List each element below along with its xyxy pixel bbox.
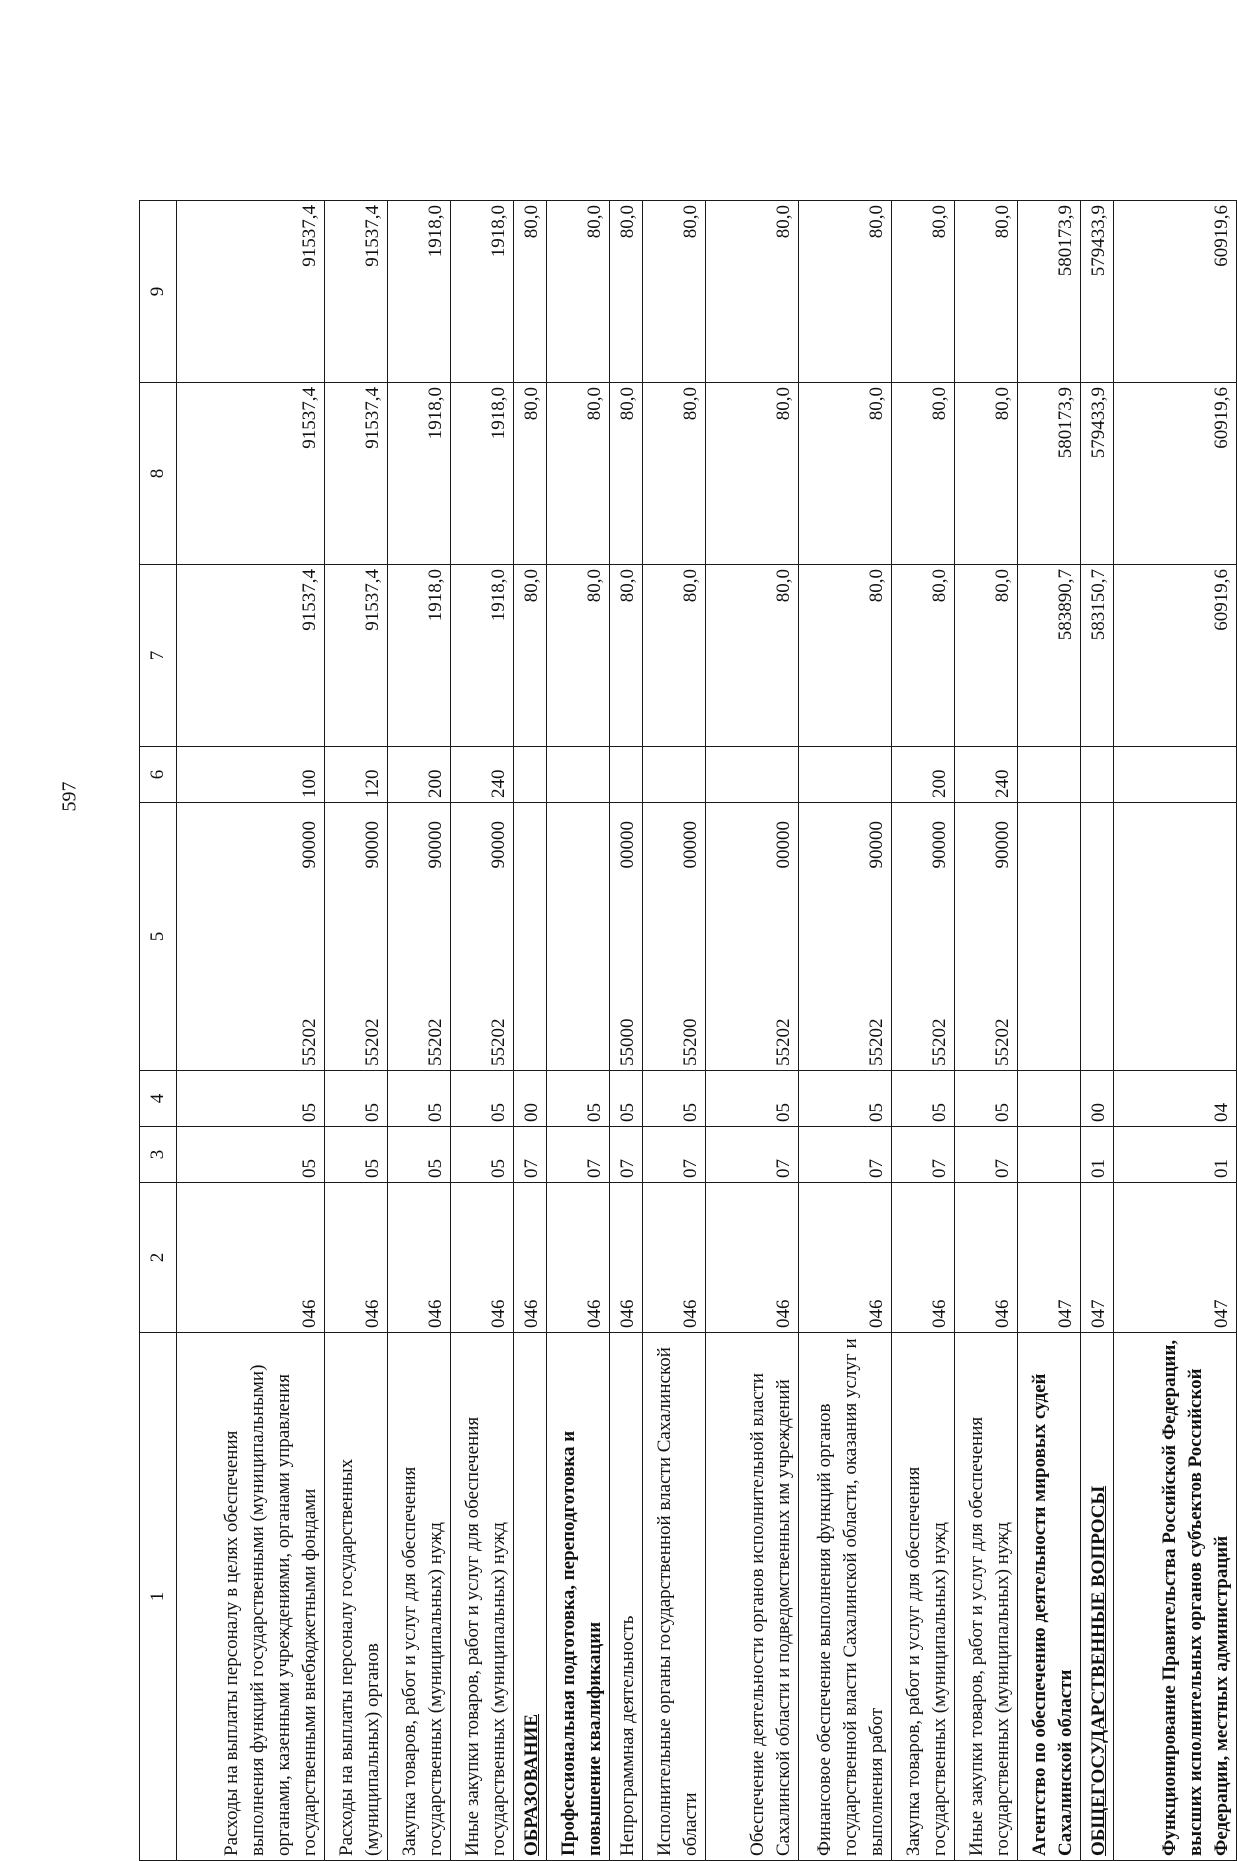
row-subsection: 05 [643,1071,706,1127]
row-target-article [451,803,514,1071]
row-name: Непрограммная деятельность [610,1333,643,1861]
row-name: Расходы на выплаты персоналу государственных (муниципальных) органов [325,1333,388,1861]
row-target-article [514,803,547,1071]
row-section: 07 [799,1127,892,1183]
header-col-1: 1 [140,1333,177,1861]
row-target-article [547,803,610,1071]
header-col-4: 4 [140,1071,177,1127]
row-section: 07 [514,1127,547,1183]
row-name: ОБЩЕГОСУДАРСТВЕННЫЕ ВОПРОСЫ [1081,1333,1114,1861]
row-expense-type [1081,747,1114,803]
row-name: Закупка товаров, работ и услуг для обеспечения государственных (муниципальных) нужд [892,1333,955,1861]
header-col-6: 6 [140,747,177,803]
row-value-col8: 80,0 [643,383,706,565]
row-program-code: 55000 [617,1018,638,1066]
row-subsection: 05 [706,1071,799,1127]
row-subsection: 04 [1114,1071,1237,1127]
row-value-col9: 580173,9 [1018,201,1081,383]
page-number: 597 [58,781,81,812]
row-value-col9: 91537,4 [177,201,325,383]
row-value-col7: 80,0 [892,565,955,747]
row-target-article [610,803,643,1071]
row-grbs: 046 [325,1183,388,1333]
table-row [514,201,547,1861]
row-expense-type: 120 [325,747,388,803]
table-row [451,201,514,1861]
row-value-col7: 80,0 [955,565,1018,747]
table-row [547,201,610,1861]
row-target-article [177,803,325,1071]
row-name: Исполнительные органы государственной власти Сахалинской области [643,1333,706,1861]
table-row [643,201,706,1861]
row-section: 05 [451,1127,514,1183]
row-target-article [388,803,451,1071]
row-name: Агентство по обеспечению деятельности мировых судей Сахалинской области [1018,1333,1081,1861]
row-program-code: 55202 [362,1018,383,1066]
header-col-9: 9 [140,201,177,383]
row-expense-type [547,747,610,803]
row-value-col7: 80,0 [610,565,643,747]
table-row [610,201,643,1861]
row-value-col7: 80,0 [514,565,547,747]
budget-table-sheet [139,201,1232,1861]
row-direction-code: 00000 [617,821,638,869]
table-row [799,201,892,1861]
row-target-article [1018,803,1081,1071]
row-direction-code: 90000 [362,821,383,869]
row-value-col8: 1918,0 [388,383,451,565]
row-program-code: 55202 [299,1018,320,1066]
budget-table [139,200,1237,1861]
header-col-8: 8 [140,383,177,565]
row-value-col7: 60919,6 [1114,565,1237,747]
row-direction-code: 90000 [929,821,950,869]
row-value-col8: 80,0 [955,383,1018,565]
row-value-col7: 583890,7 [1018,565,1081,747]
row-subsection: 05 [610,1071,643,1127]
row-grbs: 046 [955,1183,1018,1333]
row-value-col9: 80,0 [955,201,1018,383]
row-value-col9: 80,0 [514,201,547,383]
row-section: 07 [706,1127,799,1183]
row-subsection: 05 [177,1071,325,1127]
table-row [1081,201,1114,1861]
row-value-col9: 579433,9 [1081,201,1114,383]
row-grbs: 046 [706,1183,799,1333]
row-value-col8: 580173,9 [1018,383,1081,565]
row-value-col8: 80,0 [799,383,892,565]
row-program-code: 55202 [866,1018,887,1066]
row-section: 01 [1081,1127,1114,1183]
row-grbs: 047 [1114,1183,1237,1333]
row-name: Иные закупки товаров, работ и услуг для обеспечения государственных (муниципальных) нужд [451,1333,514,1861]
row-subsection: 00 [1081,1071,1114,1127]
row-program-code: 55200 [680,1018,701,1066]
row-value-col8: 579433,9 [1081,383,1114,565]
row-name: Функционирование Правительства Российской Федерации, высших исполнительных органов субъектов Российской Федерации, местных администраций [1114,1333,1237,1861]
row-value-col7: 80,0 [643,565,706,747]
row-direction-code: 00000 [680,821,701,869]
row-value-col9: 1918,0 [451,201,514,383]
row-grbs: 047 [1081,1183,1114,1333]
row-expense-type [1018,747,1081,803]
row-program-code: 55202 [488,1018,509,1066]
row-value-col7: 80,0 [547,565,610,747]
table-row [955,201,1018,1861]
row-target-article [1114,803,1237,1071]
row-value-col8: 80,0 [706,383,799,565]
table-row [892,201,955,1861]
row-section: 07 [643,1127,706,1183]
row-value-col7: 80,0 [706,565,799,747]
row-target-article [643,803,706,1071]
row-value-col7: 91537,4 [325,565,388,747]
row-expense-type: 200 [892,747,955,803]
row-name: Расходы на выплаты персоналу в целях обеспечения выполнения функций государственными (муниципальными) органами, казенными учреждениями, органами управления государственными внебюджетными фондами [177,1333,325,1861]
row-name: Закупка товаров, работ и услуг для обеспечения государственных (муниципальных) нужд [388,1333,451,1861]
row-program-code: 55202 [992,1018,1013,1066]
row-subsection: 05 [955,1071,1018,1127]
table-row [325,201,388,1861]
row-subsection: 05 [892,1071,955,1127]
row-value-col7: 91537,4 [177,565,325,747]
row-section: 05 [388,1127,451,1183]
row-value-col9: 60919,6 [1114,201,1237,383]
row-grbs: 046 [451,1183,514,1333]
row-expense-type: 240 [955,747,1018,803]
header-col-3: 3 [140,1127,177,1183]
row-value-col8: 91537,4 [325,383,388,565]
row-grbs: 046 [388,1183,451,1333]
row-subsection [1018,1071,1081,1127]
row-section: 01 [1114,1127,1237,1183]
row-grbs: 047 [1018,1183,1081,1333]
row-name: Профессиональная подготовка, переподготовка и повышение квалификации [547,1333,610,1861]
row-target-article [799,803,892,1071]
row-section [1018,1127,1081,1183]
table-row [1114,201,1237,1861]
table-row [1018,201,1081,1861]
row-subsection: 05 [799,1071,892,1127]
row-value-col9: 1918,0 [388,201,451,383]
row-value-col9: 80,0 [799,201,892,383]
row-value-col7: 80,0 [799,565,892,747]
table-row [706,201,799,1861]
row-section: 07 [610,1127,643,1183]
row-name: Иные закупки товаров, работ и услуг для обеспечения государственных (муниципальных) нужд [955,1333,1018,1861]
row-expense-type [514,747,547,803]
row-value-col8: 80,0 [892,383,955,565]
row-value-col9: 91537,4 [325,201,388,383]
row-grbs: 046 [177,1183,325,1333]
row-direction-code: 90000 [992,821,1013,869]
row-subsection: 05 [325,1071,388,1127]
row-target-article [706,803,799,1071]
row-section: 05 [325,1127,388,1183]
row-subsection: 00 [514,1071,547,1127]
table-row [388,201,451,1861]
row-target-article [325,803,388,1071]
row-value-col7: 1918,0 [451,565,514,747]
header-col-5: 5 [140,803,177,1071]
row-program-code: 55202 [425,1018,446,1066]
row-direction-code: 90000 [425,821,446,869]
row-grbs: 046 [514,1183,547,1333]
row-target-article [892,803,955,1071]
row-value-col9: 80,0 [643,201,706,383]
row-target-article [1081,803,1114,1071]
row-value-col9: 80,0 [706,201,799,383]
row-expense-type [799,747,892,803]
row-value-col8: 80,0 [547,383,610,565]
row-section: 07 [547,1127,610,1183]
row-value-col9: 80,0 [610,201,643,383]
row-direction-code: 90000 [866,821,887,869]
row-grbs: 046 [547,1183,610,1333]
row-value-col8: 60919,6 [1114,383,1237,565]
row-program-code: 55202 [929,1018,950,1066]
header-row [140,201,177,1861]
row-value-col9: 80,0 [547,201,610,383]
row-name: Обеспечение деятельности органов исполнительной власти Сахалинской области и подведомственных им учреждений [706,1333,799,1861]
row-grbs: 046 [610,1183,643,1333]
row-value-col8: 80,0 [514,383,547,565]
row-name: Финансовое обеспечение выполнения функций органов государственной власти Сахалинской области, оказания услуг и выполнения работ [799,1333,892,1861]
header-col-7: 7 [140,565,177,747]
row-expense-type [706,747,799,803]
row-expense-type: 200 [388,747,451,803]
row-expense-type [1114,747,1237,803]
row-grbs: 046 [892,1183,955,1333]
row-direction-code: 90000 [488,821,509,869]
row-expense-type [610,747,643,803]
row-subsection: 05 [451,1071,514,1127]
row-direction-code: 90000 [299,821,320,869]
row-target-article [955,803,1018,1071]
header-col-2: 2 [140,1183,177,1333]
row-expense-type: 100 [177,747,325,803]
row-section: 07 [955,1127,1018,1183]
row-name: ОБРАЗОВАНИЕ [514,1333,547,1861]
row-expense-type: 240 [451,747,514,803]
row-value-col8: 1918,0 [451,383,514,565]
row-value-col7: 1918,0 [388,565,451,747]
row-value-col8: 80,0 [610,383,643,565]
row-expense-type [643,747,706,803]
row-value-col8: 91537,4 [177,383,325,565]
row-direction-code: 00000 [773,821,794,869]
row-program-code: 55202 [773,1018,794,1066]
row-grbs: 046 [799,1183,892,1333]
table-row [177,201,325,1861]
row-value-col9: 80,0 [892,201,955,383]
row-section: 05 [177,1127,325,1183]
row-section: 07 [892,1127,955,1183]
row-grbs: 046 [643,1183,706,1333]
row-value-col7: 583150,7 [1081,565,1114,747]
row-subsection: 05 [388,1071,451,1127]
row-subsection: 05 [547,1071,610,1127]
